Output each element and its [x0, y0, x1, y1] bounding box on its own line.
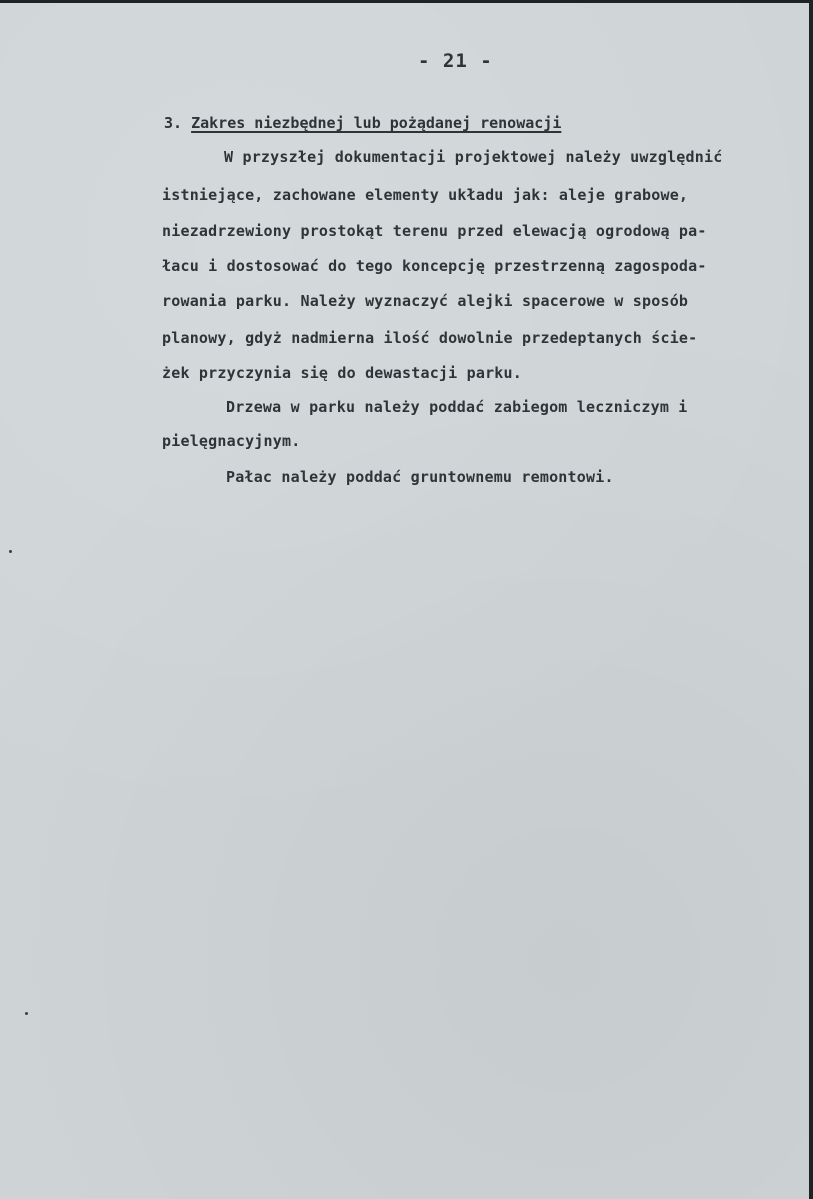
- paragraph-line: Drzewa w parku należy poddać zabiegom leczniczym i: [226, 398, 688, 416]
- scan-speck: [9, 550, 12, 553]
- section-heading: [164, 114, 561, 132]
- paragraph-line: rowania parku. Należy wyznaczyć alejki spacerowe w sposób: [162, 292, 689, 310]
- paragraph-line: niezadrzewiony prostokąt terenu przed elewacją ogrodową pa-: [162, 222, 707, 240]
- page-number: - 21 -: [418, 50, 493, 72]
- paragraph-line: planowy, gdyż nadmierna ilość dowolnie przedeptanych ście-: [162, 329, 698, 347]
- scan-border-top: [0, 0, 809, 3]
- section-title: Zakres niezbędnej lub pożądanej renowacji: [191, 114, 562, 132]
- scan-speck: [25, 1012, 28, 1015]
- section-number: 3.: [164, 114, 183, 132]
- paragraph-line: żek przyczynia się do dewastacji parku.: [162, 364, 522, 382]
- paragraph-line: pielęgnacyjnym.: [162, 432, 301, 450]
- paragraph-line: istniejące, zachowane elementy układu jak: aleje grabowe,: [162, 186, 689, 204]
- paragraph-line: łacu i dostosować do tego koncepcję przestrzenną zagospoda-: [162, 257, 707, 275]
- scan-border-right: [809, 0, 813, 1199]
- paragraph-line: Pałac należy poddać gruntownemu remontowi.: [226, 468, 614, 486]
- paragraph-line: W przyszłej dokumentacji projektowej należy uwzględnić: [224, 148, 723, 166]
